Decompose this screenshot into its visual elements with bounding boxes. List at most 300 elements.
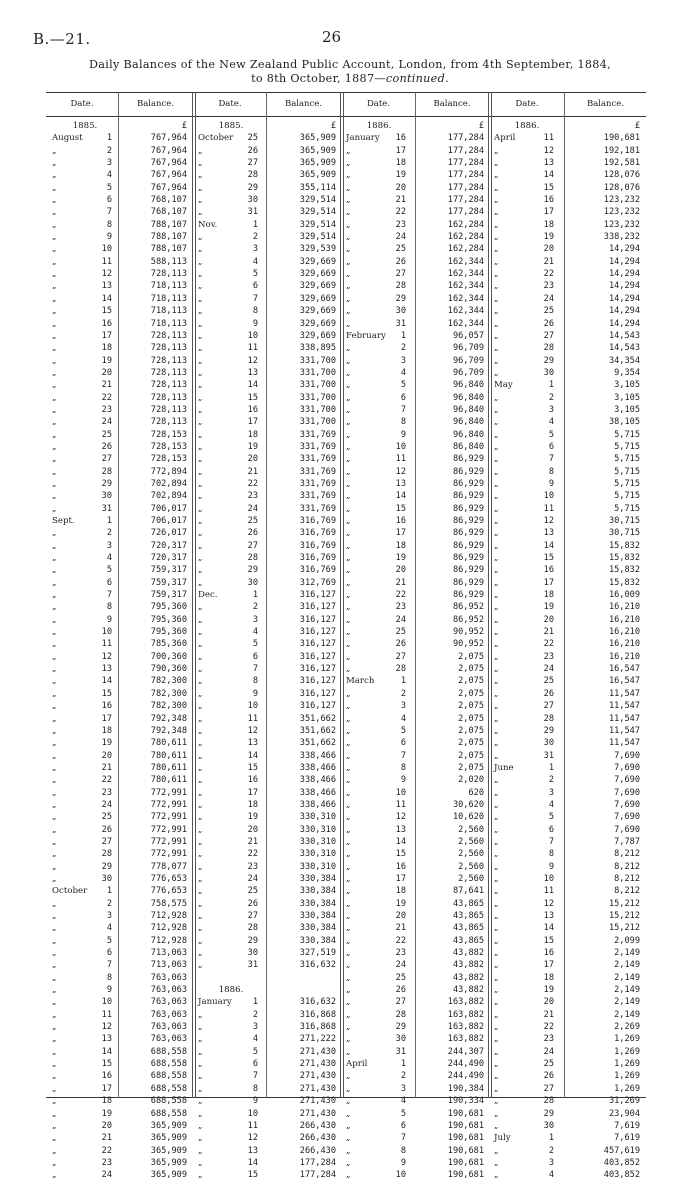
day-cell: 28: [543, 343, 554, 354]
month-cell: „: [198, 713, 203, 724]
table-row: [52, 429, 118, 441]
table-row: [494, 219, 560, 231]
title-line-2a: to 8th October, 1887—: [251, 72, 386, 85]
month-cell: „: [494, 170, 499, 181]
month-cell: „: [346, 491, 351, 502]
balance-cell: 329,514: [299, 195, 336, 206]
balance-cell: 776,653: [150, 873, 187, 884]
month-cell: „: [52, 627, 57, 638]
table-row: [346, 589, 412, 601]
table-row: [52, 145, 118, 157]
day-cell: 2: [548, 392, 554, 403]
month-cell: „: [198, 911, 203, 921]
balance-cell: 331,769: [299, 429, 336, 440]
month-cell: „: [346, 1071, 351, 1082]
month-cell: „: [494, 639, 499, 650]
month-cell: „: [52, 367, 57, 378]
month-cell: „: [52, 1157, 57, 1168]
day-cell: 14: [101, 1046, 112, 1057]
month-cell: „: [346, 343, 351, 354]
day-cell: 25: [247, 133, 258, 144]
day-cell: 13: [395, 478, 406, 489]
title-line-2b: continued.: [385, 72, 449, 85]
table-row: [346, 268, 412, 280]
table-row: [346, 972, 412, 984]
table-row: [198, 145, 264, 157]
day-cell: 22: [101, 392, 112, 403]
table-row: [52, 651, 118, 663]
balance-cell: 702,894: [150, 478, 187, 489]
table-row: [198, 379, 264, 391]
balance-cell: 403,852: [603, 1170, 640, 1181]
month-cell: „: [52, 812, 57, 823]
month-cell: „: [494, 861, 499, 872]
month-cell: „: [198, 244, 203, 255]
month-cell: „: [346, 688, 351, 699]
balance-cell: 177,284: [447, 170, 484, 181]
day-cell: 10: [247, 330, 258, 341]
month-cell: „: [198, 466, 203, 477]
balance-cell: 7,787: [614, 836, 640, 847]
table-row: [198, 367, 264, 379]
header-date: Date.: [515, 99, 539, 109]
table-row: [494, 169, 560, 181]
day-cell: 31: [395, 318, 406, 329]
balance-column: [268, 120, 336, 1182]
day-cell: 30: [395, 1034, 406, 1045]
table-row: [52, 1083, 118, 1095]
balance-cell: 96,709: [452, 367, 484, 378]
balance-cell: 759,317: [150, 577, 187, 588]
month-cell: „: [52, 195, 57, 206]
day-cell: 10: [395, 787, 406, 798]
balance-cell: 271,430: [299, 1071, 336, 1082]
table-row: [52, 1033, 118, 1045]
day-cell: 1: [548, 1133, 554, 1144]
day-cell: 16: [247, 775, 258, 786]
day-cell: 19: [395, 898, 406, 909]
month-cell: „: [198, 775, 203, 786]
month-cell: „: [52, 1022, 57, 1033]
day-cell: 26: [543, 1071, 554, 1082]
table-row: [52, 268, 118, 280]
table-row: [494, 1169, 560, 1181]
table-row: [346, 355, 412, 367]
month-cell: „: [494, 725, 499, 736]
day-cell: 9: [548, 861, 554, 872]
month-cell: „: [346, 960, 351, 971]
day-cell: 27: [101, 836, 112, 847]
month-cell: „: [198, 849, 203, 860]
table-row: [52, 392, 118, 404]
balance-cell: £: [330, 121, 336, 131]
month-cell: „: [346, 1120, 351, 1131]
day-cell: 22: [395, 590, 406, 601]
balance-cell: 351,662: [299, 725, 336, 736]
month-cell: „: [52, 602, 57, 613]
day-cell: 6: [400, 738, 406, 749]
balance-cell: 96,840: [452, 404, 484, 415]
table-row: [198, 614, 264, 626]
day-cell: 11: [247, 1120, 258, 1131]
table-row: [346, 811, 412, 823]
month-cell: „: [346, 1046, 351, 1057]
month-cell: „: [198, 1120, 203, 1131]
table-row: [346, 700, 412, 712]
month-cell: „: [198, 1071, 203, 1082]
balance-cell: 1,269: [614, 1059, 640, 1070]
day-cell: 5: [106, 935, 112, 946]
day-cell: 18: [395, 540, 406, 551]
balance-cell: 767,964: [150, 133, 187, 144]
month-cell: „: [494, 1108, 499, 1119]
month-cell: „: [52, 676, 57, 687]
day-cell: 19: [101, 355, 112, 366]
table-row: [346, 416, 412, 428]
table-row: [494, 1120, 560, 1132]
balance-cell: 271,430: [299, 1059, 336, 1070]
balance-cell: 331,769: [299, 441, 336, 452]
day-cell: 15: [247, 392, 258, 403]
month-cell: „: [52, 997, 57, 1008]
day-cell: 15: [101, 1059, 112, 1070]
balance-cell: £: [478, 121, 484, 131]
day-cell: 28: [247, 923, 258, 934]
balance-cell: 763,063: [150, 1022, 187, 1033]
month-cell: „: [198, 1096, 203, 1107]
table-row: [494, 811, 560, 823]
table-row: [346, 342, 412, 354]
day-cell: 14: [247, 380, 258, 391]
day-cell: 20: [395, 911, 406, 921]
balance-cell: 330,384: [299, 911, 336, 921]
table-row: [346, 466, 412, 478]
day-cell: 2: [106, 528, 112, 539]
balance-cell: 785,360: [150, 639, 187, 650]
table-row: [52, 1120, 118, 1132]
month-cell: „: [52, 898, 57, 909]
balance-cell: 702,894: [150, 491, 187, 502]
month-cell: „: [198, 528, 203, 539]
table-row: [494, 577, 560, 589]
day-cell: 21: [395, 923, 406, 934]
day-cell: 7: [252, 1071, 258, 1082]
day-cell: 19: [395, 553, 406, 564]
table-row: [346, 441, 412, 453]
month-cell: „: [346, 540, 351, 551]
month-cell: „: [494, 281, 499, 292]
table-row: [198, 515, 264, 527]
balance-cell: 763,063: [150, 997, 187, 1008]
balance-cell: 772,991: [150, 824, 187, 835]
day-cell: 20: [543, 244, 554, 255]
date-column: [198, 120, 264, 1182]
day-cell: 15: [543, 182, 554, 193]
balance-cell: 620: [468, 787, 484, 798]
balance-cell: 329,669: [299, 281, 336, 292]
balance-cell: 688,558: [150, 1046, 187, 1057]
month-cell: „: [198, 750, 203, 761]
balance-cell: 16,210: [608, 602, 640, 613]
table-row: [494, 330, 560, 342]
table-row: [198, 663, 264, 675]
balance-cell: 2,075: [458, 725, 484, 736]
table-row: [198, 453, 264, 465]
day-cell: 30: [543, 367, 554, 378]
column-divider-double: [340, 92, 344, 1098]
balance-cell: 3,105: [614, 392, 640, 403]
day-cell: 7: [106, 207, 112, 218]
day-cell: 6: [252, 1059, 258, 1070]
month-cell: „: [198, 935, 203, 946]
month-cell: „: [346, 1157, 351, 1168]
table-row: [198, 848, 264, 860]
day-cell: 10: [101, 997, 112, 1008]
balance-cell: 331,700: [299, 392, 336, 403]
day-cell: 23: [247, 491, 258, 502]
month-cell: „: [198, 330, 203, 341]
day-cell: 13: [247, 367, 258, 378]
balance-cell: 43,865: [452, 935, 484, 946]
table-row: [52, 293, 118, 305]
day-cell: 23: [543, 1034, 554, 1045]
balance-cell: 403,852: [603, 1157, 640, 1168]
month-cell: „: [346, 602, 351, 613]
month-cell: „: [346, 404, 351, 415]
day-cell: 23: [101, 1157, 112, 1168]
balance-cell: 329,669: [299, 293, 336, 304]
balance-cell: 713,063: [150, 960, 187, 971]
balance-cell: 767,964: [150, 145, 187, 156]
table-row: [346, 601, 412, 613]
table-row: [346, 774, 412, 786]
balance-cell: 177,284: [299, 1157, 336, 1168]
month-cell: „: [198, 873, 203, 884]
day-cell: 19: [247, 441, 258, 452]
month-cell: „: [52, 948, 57, 959]
balance-cell: 2,149: [614, 1009, 640, 1020]
day-cell: 8: [400, 1145, 406, 1156]
month-cell: „: [198, 824, 203, 835]
page-title: [20, 58, 680, 86]
balance-cell: 96,840: [452, 392, 484, 403]
month-cell: „: [52, 738, 57, 749]
day-cell: 31: [543, 750, 554, 761]
table-row: [494, 984, 560, 996]
day-cell: 26: [247, 898, 258, 909]
month-cell: „: [494, 553, 499, 564]
month-cell: „: [494, 1157, 499, 1168]
balance-cell: 1,269: [614, 1083, 640, 1094]
day-cell: 2: [400, 343, 406, 354]
day-cell: 20: [247, 454, 258, 465]
day-cell: 21: [101, 1133, 112, 1144]
table-row: [52, 466, 118, 478]
day-cell: 10: [543, 873, 554, 884]
table-row: [52, 441, 118, 453]
table-row: [52, 750, 118, 762]
balance-cell: 2,099: [614, 935, 640, 946]
month-cell: „: [346, 195, 351, 206]
month-cell: „: [494, 565, 499, 576]
day-cell: 3: [252, 1022, 258, 1033]
day-cell: 19: [543, 232, 554, 243]
balance-cell: 316,127: [299, 614, 336, 625]
month-cell: „: [494, 676, 499, 687]
month-cell: „: [494, 367, 499, 378]
table-row: [346, 478, 412, 490]
month-cell: „: [198, 293, 203, 304]
day-cell: 24: [395, 232, 406, 243]
balance-cell: 365,909: [299, 133, 336, 144]
table-row: [346, 367, 412, 379]
table-row: [198, 503, 264, 515]
table-row: [346, 206, 412, 218]
day-cell: 9: [400, 1157, 406, 1168]
table-row: [198, 404, 264, 416]
balance-cell: 728,113: [150, 269, 187, 280]
month-cell: „: [198, 404, 203, 415]
day-cell: 26: [247, 145, 258, 156]
table-row: [494, 601, 560, 613]
month-cell: „: [494, 269, 499, 280]
day-cell: 10: [247, 1108, 258, 1119]
month-cell: „: [198, 762, 203, 773]
balance-cell: 10,620: [452, 812, 484, 823]
table-row: [198, 268, 264, 280]
day-cell: 26: [395, 639, 406, 650]
balance-cell: 331,769: [299, 503, 336, 514]
day-cell: 13: [543, 911, 554, 921]
month-cell: „: [346, 306, 351, 317]
day-cell: 29: [101, 478, 112, 489]
month-cell: „: [346, 207, 351, 218]
month-cell: „: [52, 244, 57, 255]
table-row: [52, 861, 118, 873]
balance-cell: 338,466: [299, 787, 336, 798]
day-cell: 22: [247, 849, 258, 860]
table-row: [346, 1070, 412, 1082]
balance-cell: 795,360: [150, 614, 187, 625]
month-cell: „: [52, 873, 57, 884]
balance-cell: 759,317: [150, 565, 187, 576]
table-row: [198, 626, 264, 638]
day-cell: 8: [252, 676, 258, 687]
day-cell: 21: [543, 627, 554, 638]
table-row: [346, 848, 412, 860]
balance-cell: 728,113: [150, 417, 187, 428]
day-cell: 21: [543, 1009, 554, 1020]
table-row: [198, 490, 264, 502]
balance-cell: 713,063: [150, 948, 187, 959]
month-cell: „: [494, 651, 499, 662]
day-cell: 16: [543, 948, 554, 959]
month-cell: „: [346, 590, 351, 601]
day-cell: 20: [101, 1120, 112, 1131]
day-cell: 27: [543, 1083, 554, 1094]
balance-cell: 1,269: [614, 1071, 640, 1082]
balance-cell: 15,832: [608, 540, 640, 551]
balance-cell: 163,882: [447, 1009, 484, 1020]
balance-cell: 15,212: [608, 923, 640, 934]
month-cell: „: [494, 824, 499, 835]
table-row: [494, 922, 560, 934]
month-cell: „: [346, 158, 351, 169]
table-row: [346, 256, 412, 268]
balance-cell: 780,611: [150, 738, 187, 749]
balance-cell: 86,929: [452, 528, 484, 539]
table-row: [494, 861, 560, 873]
table-row: [52, 243, 118, 255]
month-cell: „: [198, 367, 203, 378]
month-cell: „: [198, 960, 203, 971]
balance-cell: 790,360: [150, 664, 187, 675]
day-cell: 28: [101, 466, 112, 477]
balance-cell: 271,430: [299, 1096, 336, 1107]
balance-cell: 15,832: [608, 577, 640, 588]
day-cell: 3: [252, 614, 258, 625]
balance-cell: 5,715: [614, 503, 640, 514]
table-row: [494, 750, 560, 762]
balance-cell: 329,514: [299, 207, 336, 218]
day-cell: 1: [106, 516, 112, 526]
balance-cell: 772,991: [150, 812, 187, 823]
balance-cell: 31,269: [608, 1096, 640, 1107]
balance-cell: 720,317: [150, 540, 187, 551]
month-cell: „: [494, 219, 499, 230]
day-cell: 28: [395, 664, 406, 675]
balance-cell: 365,909: [150, 1120, 187, 1131]
balance-cell: 2,075: [458, 713, 484, 724]
balance-cell: 96,840: [452, 417, 484, 428]
month-cell: „: [198, 503, 203, 514]
balance-cell: 177,284: [447, 195, 484, 206]
table-row: [346, 1145, 412, 1157]
month-cell: „: [52, 404, 57, 415]
day-cell: 6: [106, 195, 112, 206]
balance-cell: 2,560: [458, 824, 484, 835]
month-cell: „: [346, 577, 351, 588]
day-cell: 3: [400, 701, 406, 712]
month-cell: „: [52, 1034, 57, 1045]
month-cell: „: [346, 701, 351, 712]
day-cell: 30: [101, 873, 112, 884]
day-cell: 30: [543, 1120, 554, 1131]
day-cell: 24: [543, 293, 554, 304]
balance-cell: 688,558: [150, 1096, 187, 1107]
balance-cell: 688,558: [150, 1083, 187, 1094]
month-cell: „: [494, 145, 499, 156]
day-cell: 1: [252, 590, 258, 601]
balance-cell: 96,057: [452, 330, 484, 341]
day-cell: 29: [247, 935, 258, 946]
balance-cell: 16,210: [608, 627, 640, 638]
table-row: [198, 824, 264, 836]
month-cell: „: [52, 799, 57, 810]
balance-cell: 162,344: [447, 256, 484, 267]
day-cell: 4: [400, 713, 406, 724]
table-row: [346, 910, 412, 922]
day-cell: 5: [106, 565, 112, 576]
table-row: [346, 824, 412, 836]
table-row: [494, 1021, 560, 1033]
month-cell: „: [52, 441, 57, 452]
balance-cell: 331,769: [299, 454, 336, 465]
month-cell: „: [494, 1071, 499, 1082]
month-cell: „: [346, 1170, 351, 1181]
month-cell: „: [494, 985, 499, 996]
balance-cell: 782,300: [150, 676, 187, 687]
